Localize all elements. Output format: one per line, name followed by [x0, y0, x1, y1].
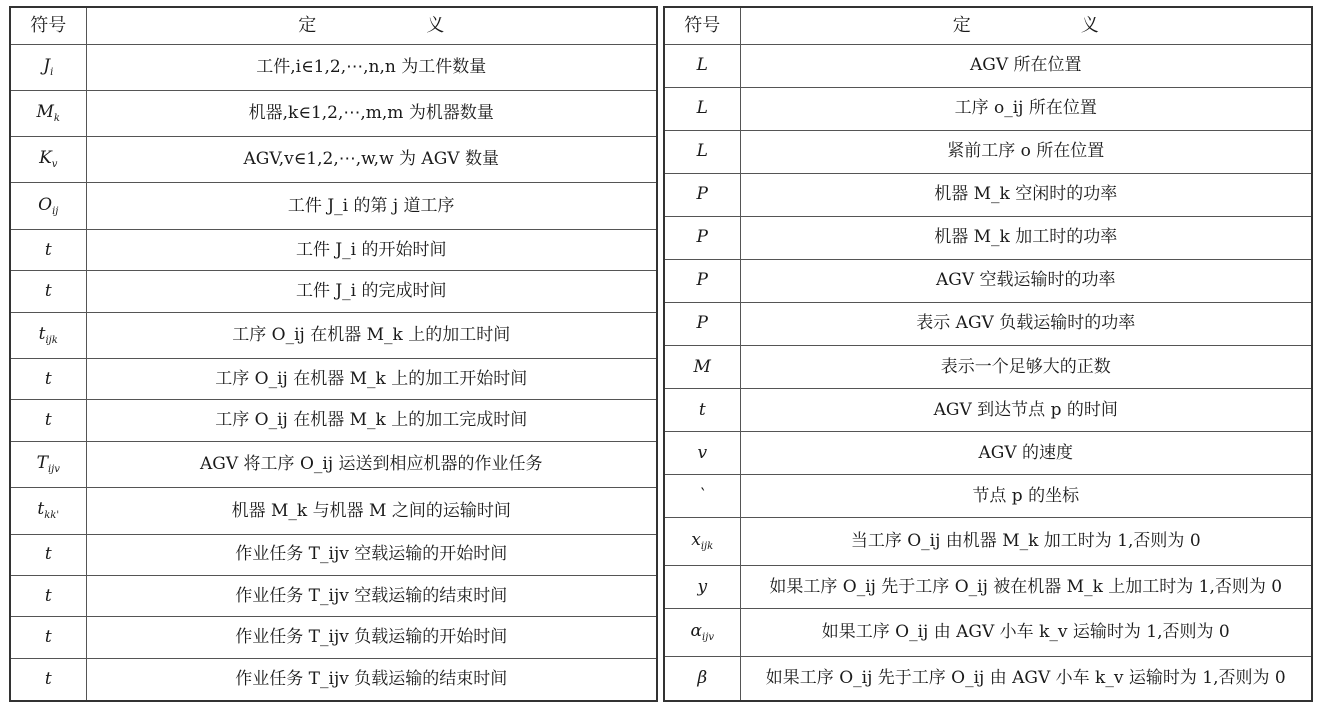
- table-row: [10, 358, 657, 399]
- header-definition-b: 义: [426, 14, 445, 36]
- table-row: [664, 44, 1312, 87]
- symbol-cell: [664, 388, 740, 431]
- definition-cell: 工序 O_ij 在机器 M_k 上的加工完成时间: [86, 400, 657, 441]
- symbol-letter: M: [693, 356, 711, 377]
- table-row: [10, 534, 657, 575]
- symbol-cell: [10, 658, 86, 701]
- symbol-cell: [664, 345, 740, 388]
- table-row: [664, 431, 1312, 474]
- header-definition: [740, 7, 1312, 44]
- table-row: [664, 657, 1312, 701]
- symbol-subscript: v: [51, 159, 58, 171]
- table-row: [10, 400, 657, 441]
- symbol-cell: [10, 534, 86, 575]
- definition-cell: AGV 空载运输时的功率: [740, 259, 1312, 302]
- symbol-letter: L: [696, 98, 708, 119]
- table-row: [664, 388, 1312, 431]
- symbol-letter: P: [696, 270, 708, 291]
- definition-cell: 机器 M_k 空闲时的功率: [740, 173, 1312, 216]
- header-symbol: 符号: [664, 7, 740, 44]
- definition-cell: AGV 所在位置: [740, 44, 1312, 87]
- header-definition-a: 定: [952, 14, 971, 36]
- symbol-cell: [664, 130, 740, 173]
- header-symbol: 符号: [10, 7, 86, 44]
- symbol-cell: [664, 518, 740, 566]
- table-row: [664, 130, 1312, 173]
- symbol-letter: P: [696, 184, 708, 205]
- table-row: [10, 658, 657, 701]
- symbol-letter: `: [698, 485, 707, 506]
- table-row: [10, 44, 657, 90]
- table-row: [664, 259, 1312, 302]
- symbol-subscript: kk': [44, 510, 60, 522]
- table-row: [664, 609, 1312, 657]
- table-row: [664, 474, 1312, 517]
- definition-cell: 如果工序 O_ij 先于工序 O_ij 由 AGV 小车 k_v 运输时为 1,否则为 0: [740, 657, 1312, 701]
- table-row: [664, 566, 1312, 609]
- table-row: [10, 229, 657, 270]
- definition-cell: 工件,i∈1,2,⋯,n,n 为工件数量: [86, 44, 657, 90]
- symbol-cell: [10, 575, 86, 616]
- symbol-cell: [10, 312, 86, 358]
- symbol-letter: α: [690, 621, 703, 642]
- table-row: [10, 575, 657, 616]
- symbol-letter: t: [44, 410, 52, 431]
- symbol-letter: v: [697, 442, 708, 463]
- table-row: [10, 271, 657, 312]
- header-definition: [86, 7, 657, 44]
- definition-cell: 工序 O_ij 在机器 M_k 上的加工开始时间: [86, 358, 657, 399]
- table-row: [10, 312, 657, 358]
- definition-cell: 工序 O_ij 在机器 M_k 上的加工时间: [86, 312, 657, 358]
- symbol-letter: t: [44, 544, 52, 565]
- definition-cell: 机器 M_k 与机器 M 之间的运输时间: [86, 488, 657, 534]
- definition-cell: 工件 J_i 的完成时间: [86, 271, 657, 312]
- definition-cell: 工件 J_i 的开始时间: [86, 229, 657, 270]
- symbol-letter: β: [697, 668, 708, 689]
- table-row: [664, 302, 1312, 345]
- symbol-cell: [664, 87, 740, 130]
- table-row: [10, 488, 657, 534]
- symbol-cell: [10, 90, 86, 136]
- table-row: [664, 518, 1312, 566]
- symbol-letter: O: [38, 194, 53, 215]
- symbol-cell: [10, 400, 86, 441]
- symbol-cell: [664, 216, 740, 259]
- symbol-letter: t: [44, 368, 52, 389]
- symbol-cell: [664, 302, 740, 345]
- symbol-letter: P: [696, 313, 708, 334]
- table-header-row: [10, 7, 657, 44]
- symbol-subscript: ij: [52, 205, 59, 217]
- symbol-cell: [664, 566, 740, 609]
- symbol-letter: t: [37, 499, 45, 520]
- symbol-cell: [10, 488, 86, 534]
- definition-cell: 表示一个足够大的正数: [740, 345, 1312, 388]
- definition-cell: AGV,v∈1,2,⋯,w,w 为 AGV 数量: [86, 137, 657, 183]
- header-definition-b: 义: [1080, 14, 1099, 36]
- symbol-letter: L: [696, 55, 708, 76]
- symbol-table-container: [9, 6, 1313, 702]
- table-row: [10, 441, 657, 487]
- symbol-letter: P: [696, 227, 708, 248]
- symbol-cell: [664, 431, 740, 474]
- definition-cell: AGV 到达节点 p 的时间: [740, 388, 1312, 431]
- symbol-subscript: ijv: [702, 632, 714, 644]
- table-row: [664, 173, 1312, 216]
- symbol-subscript: ijv: [47, 464, 60, 476]
- table-row: [664, 345, 1312, 388]
- symbol-cell: [664, 609, 740, 657]
- symbol-letter: M: [36, 101, 54, 122]
- symbol-letter: x: [691, 530, 701, 551]
- table-row: [10, 183, 657, 229]
- symbol-letter: t: [698, 399, 706, 420]
- table-row: [664, 87, 1312, 130]
- symbol-cell: [664, 44, 740, 87]
- symbol-letter: t: [44, 669, 52, 690]
- symbol-letter: t: [44, 627, 52, 648]
- definition-cell: 作业任务 T_ijv 空载运输的结束时间: [86, 575, 657, 616]
- definition-cell: AGV 将工序 O_ij 运送到相应机器的作业任务: [86, 441, 657, 487]
- symbol-subscript: k: [53, 112, 60, 124]
- symbol-cell: [664, 259, 740, 302]
- definition-cell: 作业任务 T_ijv 负载运输的结束时间: [86, 658, 657, 701]
- symbol-letter: t: [44, 281, 52, 302]
- table-row: [10, 617, 657, 658]
- table-header-row: [664, 7, 1312, 44]
- definition-cell: 工件 J_i 的第 j 道工序: [86, 183, 657, 229]
- symbol-subscript: ijk: [45, 334, 58, 346]
- table-row: [10, 137, 657, 183]
- symbol-letter: L: [696, 141, 708, 162]
- symbol-cell: [664, 474, 740, 517]
- definition-cell: 工序 o_ij 所在位置: [740, 87, 1312, 130]
- table-row: [10, 90, 657, 136]
- symbol-letter: K: [39, 148, 52, 169]
- symbol-cell: [664, 173, 740, 216]
- definition-cell: 作业任务 T_ijv 负载运输的开始时间: [86, 617, 657, 658]
- left-table-body: [10, 44, 657, 701]
- header-definition-a: 定: [298, 14, 317, 36]
- definition-cell: 机器 M_k 加工时的功率: [740, 216, 1312, 259]
- symbol-cell: [10, 137, 86, 183]
- table-row: [664, 216, 1312, 259]
- symbol-subscript: i: [50, 66, 54, 78]
- symbol-letter: T: [36, 453, 48, 474]
- definition-cell: 紧前工序 o 所在位置: [740, 130, 1312, 173]
- symbol-table-left: [9, 6, 658, 702]
- symbol-cell: [664, 657, 740, 701]
- definition-cell: 机器,k∈1,2,⋯,m,m 为机器数量: [86, 90, 657, 136]
- symbol-letter: t: [44, 585, 52, 606]
- definition-cell: 当工序 O_ij 由机器 M_k 加工时为 1,否则为 0: [740, 518, 1312, 566]
- symbol-cell: [10, 271, 86, 312]
- symbol-subscript: ijk: [700, 541, 714, 553]
- symbol-cell: [10, 441, 86, 487]
- symbol-cell: [10, 617, 86, 658]
- symbol-letter: t: [44, 239, 52, 260]
- symbol-letter: y: [697, 576, 708, 597]
- symbol-cell: [10, 183, 86, 229]
- right-table-body: [664, 44, 1312, 701]
- symbol-letter: t: [38, 323, 46, 344]
- symbol-cell: [10, 229, 86, 270]
- definition-cell: 作业任务 T_ijv 空载运输的开始时间: [86, 534, 657, 575]
- definition-cell: 节点 p 的坐标: [740, 474, 1312, 517]
- symbol-cell: [10, 44, 86, 90]
- definition-cell: 如果工序 O_ij 由 AGV 小车 k_v 运输时为 1,否则为 0: [740, 609, 1312, 657]
- symbol-cell: [10, 358, 86, 399]
- symbol-letter: J: [43, 55, 51, 76]
- definition-cell: AGV 的速度: [740, 431, 1312, 474]
- definition-cell: 如果工序 O_ij 先于工序 O_ij 被在机器 M_k 上加工时为 1,否则为 0: [740, 566, 1312, 609]
- definition-cell: 表示 AGV 负载运输时的功率: [740, 302, 1312, 345]
- symbol-table-right: [663, 6, 1313, 702]
